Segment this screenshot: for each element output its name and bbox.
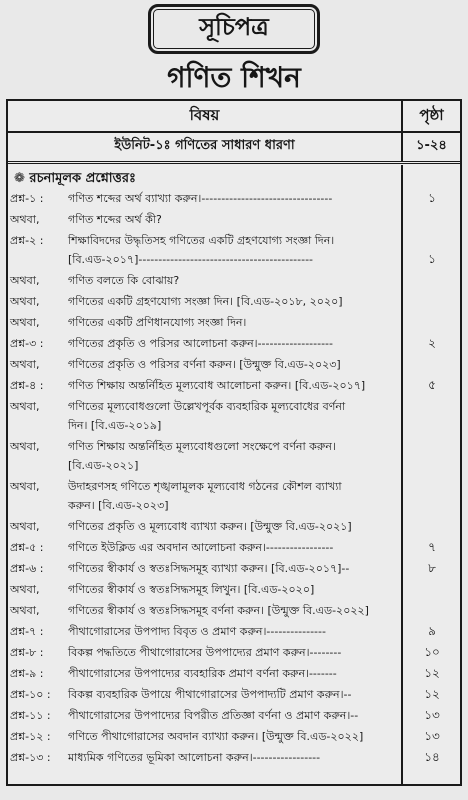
column-subject-header: বিষয় (8, 101, 403, 131)
entry-page-number: ৫ (428, 378, 436, 392)
entry-text: গণিতের প্রকৃতি ও মূল্যবোধ ব্যাখ্যা করুন। [উন্মুক্ত বি.এড-২০২১] (68, 520, 352, 533)
entry-text: পীথাগোরাসের উপপাদ্যের ব্যবহারিক প্রমাণ বর্ণনা করুন।------- (68, 667, 337, 680)
entry-page-number: ১৪ (424, 750, 440, 764)
entry-page-number: ১৩ (424, 729, 440, 743)
column-page-header: পৃষ্ঠা (419, 105, 444, 124)
toc-entry (10, 538, 460, 557)
unit-row (8, 132, 460, 164)
section-title: ❁ রচনামূলক প্রশ্নোত্তরঃ (14, 171, 136, 186)
toc-entry (10, 334, 460, 353)
entry-page-number: ২ (428, 336, 436, 350)
entry-label: প্রশ্ন-১২ : (10, 730, 51, 743)
toc-entry (10, 643, 460, 662)
book-subtitle: গণিত শিখন (167, 61, 301, 94)
entry-text: গণিতের একটি প্রণিধানযোগ্য সংজ্ঞা দিন। (68, 316, 247, 329)
entry-page-number: ১৩ (424, 708, 440, 722)
toc-entry (10, 517, 460, 536)
entry-text: গণিত শিক্ষায় অন্তর্নিহিত মূল্যবোধগুলো সংক্ষেপে বর্ণনা করুন। (68, 440, 336, 453)
entry-text: পীথাগোরাসের উপপাদ্য বিবৃত ও প্রমাণ করুন।--------------- (68, 625, 326, 638)
toc-entry (10, 477, 460, 515)
toc-entry (10, 685, 460, 704)
entry-text: বিকল্প পদ্ধতিতে পীথাগোরাসের উপপাদ্যের প্রমাণ করুন।-------- (68, 646, 342, 659)
toc-entry (10, 622, 460, 641)
entry-label: অথবা, (10, 480, 40, 493)
toc-entry (10, 231, 460, 269)
entry-text: [বি.এড-২০২১] (68, 459, 139, 472)
toc-entry (10, 397, 460, 435)
entry-text: গণিত শিক্ষায় অন্তর্নিহিত মূল্যবোধ আলোচনা করুন। [বি.এড-২০১৭] (68, 379, 366, 392)
entry-label: প্রশ্ন-১০ : (10, 688, 51, 701)
entry-text: গণিত শব্দের অর্থ ব্যাখ্যা করুন।--------------------------------- (68, 192, 333, 205)
entry-label: প্রশ্ন-১ : (10, 192, 44, 205)
entry-text: দিন। [বি.এড-২০১৯] (68, 419, 162, 432)
toc-entry (10, 376, 460, 395)
entry-text: গণিতে ইউক্লিড এর অবদান আলোচনা করুন।----------------- (68, 541, 334, 554)
entry-label: অথবা, (10, 400, 40, 413)
toc-body (8, 165, 460, 784)
toc-entry (10, 580, 460, 599)
toc-entry (10, 748, 460, 767)
toc-entry (10, 601, 460, 620)
entry-label: অথবা, (10, 274, 40, 287)
entry-text: উদাহরণসহ গণিতে শৃঙ্খলামূলক মূল্যবোধ গঠনের কৌশল ব্যাখ্যা (68, 480, 342, 493)
entry-page-number: ৯ (428, 624, 436, 638)
entry-text: গণিতের স্বীকার্য ও স্বতঃসিদ্ধসমূহ লিখুন। [বি.এড-২০২০] (68, 583, 315, 596)
entry-label: অথবা, (10, 316, 40, 329)
entry-page-number: ৭ (428, 540, 436, 554)
entry-page-number: ১ (428, 191, 436, 205)
entry-page-number: ১ (428, 252, 436, 266)
entry-text: গণিতের প্রকৃতি ও পরিসর আলোচনা করুন।------------------- (68, 337, 333, 350)
entry-text: মাধ্যমিক গণিতের ভূমিকা আলোচনা করুন।----------------- (68, 751, 321, 764)
toc-entry (10, 189, 460, 208)
entry-page-number: ১০ (424, 645, 440, 659)
entry-text: পীথাগোরাসের উপপাদ্যের বিপরীত প্রতিজ্ঞা বর্ণনা ও প্রমাণ করুন।-- (68, 709, 359, 722)
entry-text: শিক্ষাবিদদের উদ্ধৃতিসহ গণিতের একটি গ্রহণযোগ্য সংজ্ঞা দিন। (68, 234, 335, 247)
entry-text: গণিতে পীথাগোরাসের অবদান ব্যাখ্যা করুন। [উন্মুক্ত বি.এড-২০২২] (68, 730, 364, 743)
entry-text: [বি.এড-২০১৭]-------------------------------------------- (68, 253, 314, 266)
toc-entry (10, 437, 460, 475)
entry-label: অথবা, (10, 583, 40, 596)
entry-text: গণিত বলতে কি বোঝায়? (68, 274, 180, 287)
entry-text: গণিতের প্রকৃতি ও পরিসর বর্ণনা করুন। [উন্মুক্ত বি.এড-২০২৩] (68, 358, 341, 371)
entry-label: প্রশ্ন-১৩ : (10, 751, 51, 764)
toc-entry (10, 727, 460, 746)
entry-label: প্রশ্ন-৪ : (10, 379, 44, 392)
entry-page-number: ৮ (428, 561, 436, 575)
entry-label: প্রশ্ন-৮ : (10, 646, 44, 659)
entry-label: অথবা, (10, 358, 40, 371)
entry-label: প্রশ্ন-৭ : (10, 625, 44, 638)
toc-entry (10, 313, 460, 332)
toc-entry (10, 292, 460, 311)
entry-text: গণিতের স্বীকার্য ও স্বতঃসিদ্ধসমূহ বর্ণনা করুন। [উন্মুক্ত বি.এড-২০২২] (68, 604, 369, 617)
toc-entry (10, 210, 460, 229)
toc-entry (10, 271, 460, 290)
entry-label: অথবা, (10, 295, 40, 308)
entry-label: অথবা, (10, 604, 40, 617)
toc-entry (10, 355, 460, 374)
entry-label: অথবা, (10, 213, 40, 226)
entry-label: প্রশ্ন-৩ : (10, 337, 44, 350)
entry-label: অথবা, (10, 440, 40, 453)
entry-label: প্রশ্ন-১১ : (10, 709, 51, 722)
unit-pages: ১-২৪ (416, 138, 447, 153)
toc-entry (10, 559, 460, 578)
entry-label: প্রশ্ন-২ : (10, 234, 44, 247)
entry-text: গণিতের স্বীকার্য ও স্বতঃসিদ্ধসমূহ ব্যাখ্যা করুন। [বি.এড-২০১৭]-- (68, 562, 350, 575)
entry-text: বিকল্প ব্যবহারিক উপায়ে পীথাগোরাসের উপপাদ্যটি প্রমাণ করুন।-- (68, 688, 352, 701)
table-header-row (8, 101, 460, 133)
entry-text: করুন। [বি.এড-২০২৩] (68, 499, 169, 512)
entry-text: গণিতের একটি গ্রহণযোগ্য সংজ্ঞা দিন। [বি.এড-২০১৮, ২০২০] (68, 295, 343, 308)
entry-label: প্রশ্ন-৫ : (10, 541, 44, 554)
entry-label: প্রশ্ন-৬ : (10, 562, 44, 575)
entry-text: গণিতের মূল্যবোধগুলো উল্লেখপূর্বক ব্যবহারিক মূল্যবোধের বর্ণনা (68, 400, 346, 413)
entry-label: অথবা, (10, 520, 40, 533)
toc-entry (10, 706, 460, 725)
entry-page-number: ১২ (424, 687, 440, 701)
entry-label: প্রশ্ন-৯ : (10, 667, 44, 680)
toc-table (6, 99, 462, 786)
entry-text: গণিত শব্দের অর্থ কী? (68, 213, 162, 226)
toc-title: সূচিপত্র (148, 4, 320, 54)
toc-entry (10, 664, 460, 683)
unit-title: ইউনিট-১ঃ গণিতের সাধারণ ধারণা (8, 132, 403, 161)
entry-page-number: ১২ (424, 666, 440, 680)
